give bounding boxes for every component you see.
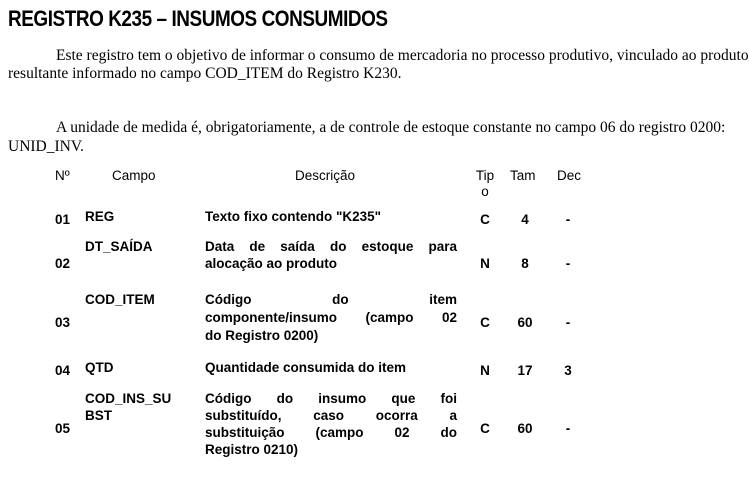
row-descricao: Quantidade consumida do item — [205, 360, 407, 375]
desc-word: item — [429, 292, 457, 307]
row-campo: REG — [85, 209, 115, 224]
row-tipo: C — [480, 421, 490, 436]
row-tipo: C — [480, 212, 490, 227]
row-descricao-line-2: componente/insumo (campo 02 — [205, 310, 457, 325]
row-campo-line-2: BST — [85, 408, 112, 423]
row-dec: - — [565, 256, 571, 271]
intro-paragraph-line-1: Este registro tem o objetivo de informar o consumo de mercadoria no processo produtivo, vinculado ao produto — [56, 47, 749, 64]
header-tipo-line-1: Tip — [475, 168, 495, 183]
row-dec: - — [565, 212, 571, 227]
header-campo: Campo — [112, 168, 156, 183]
row-descricao: Texto fixo contendo "K235" — [205, 209, 382, 224]
row-tipo: C — [480, 315, 490, 330]
row-num: 03 — [55, 315, 71, 330]
row-tam: 60 — [517, 315, 533, 330]
row-tipo: N — [480, 363, 490, 378]
row-dec: - — [565, 421, 571, 436]
intro-paragraph-line-2: resultante informado no campo COD_ITEM do Registro K230. — [8, 65, 402, 82]
row-num: 04 — [55, 363, 71, 378]
row-campo-line-1: COD_INS_SU — [85, 391, 172, 406]
header-dec: Dec — [557, 168, 582, 183]
row-campo: DT_SAÍDA — [85, 239, 153, 254]
row-num: 02 — [55, 256, 71, 271]
row-descricao-line-2: substituído, caso ocorra a — [205, 408, 457, 423]
row-tam: 4 — [521, 212, 529, 227]
row-campo: QTD — [85, 360, 114, 375]
row-descricao-line-4: Registro 0210) — [205, 442, 299, 457]
row-descricao-line-3: substituição (campo 02 do — [205, 425, 457, 440]
row-tam: 8 — [521, 256, 529, 271]
header-tipo-line-2: o — [481, 184, 489, 199]
row-dec: - — [565, 315, 571, 330]
row-dec: 3 — [564, 363, 572, 378]
header-descricao: Descrição — [295, 168, 356, 183]
header-num: Nº — [55, 168, 70, 183]
row-descricao-line-2: alocação ao produto — [205, 256, 338, 271]
row-tipo: N — [480, 256, 490, 271]
row-num: 01 — [55, 212, 71, 227]
row-descricao-line-1: Código do insumo que foi — [205, 391, 457, 406]
row-tam: 17 — [517, 363, 533, 378]
page-title: REGISTRO K235 – INSUMOS CONSUMIDOS — [8, 6, 388, 31]
row-descricao-line-1 — [205, 291, 457, 308]
row-campo: COD_ITEM — [85, 292, 155, 307]
unit-paragraph-line-1: A unidade de medida é, obrigatoriamente, a de controle de estoque constante no campo 06 do registro 0200: — [56, 119, 726, 136]
header-tam: Tam — [510, 168, 536, 183]
row-descricao-line-1: Data de saída do estoque para — [205, 239, 457, 254]
unit-paragraph-line-2: UNID_INV. — [8, 138, 84, 155]
row-num: 05 — [55, 421, 71, 436]
desc-word: Código — [205, 292, 252, 307]
row-tam: 60 — [517, 421, 533, 436]
desc-word: do — [332, 292, 349, 307]
row-descricao-line-3: do Registro 0200) — [205, 328, 319, 343]
